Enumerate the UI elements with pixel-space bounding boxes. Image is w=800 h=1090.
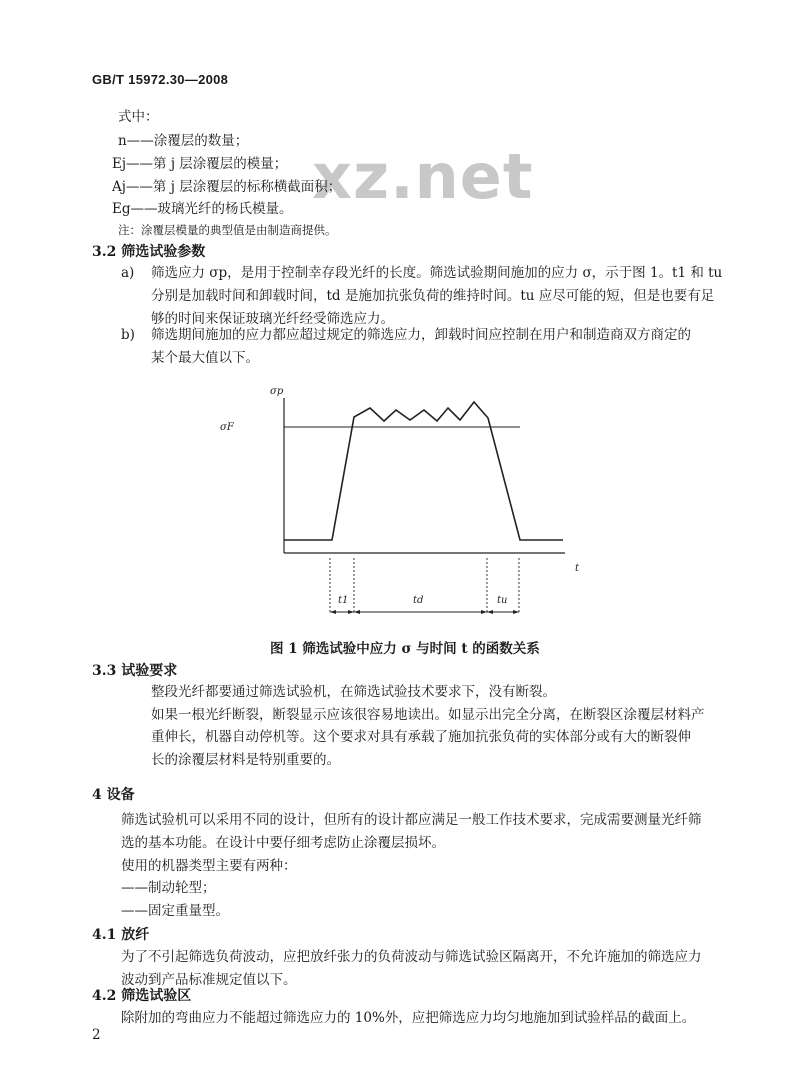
section-4-2-title: 4.2 筛选试验区 (92, 988, 192, 1004)
formula-note: 注：涂覆层模量的典型值是由制造商提供。 (118, 223, 337, 237)
y-axis-label: σp (270, 386, 284, 397)
x-axis-label: t (575, 563, 580, 574)
sec-4-2-line-1: 除附加的弯曲应力不能超过筛选应力的 10%外，应把筛选应力均匀地施加到试验样品的截面上。 (121, 1010, 696, 1026)
sigma-f-label: σF (220, 422, 234, 433)
sec-3-3-line-3: 重伸长，机器自动停机等。这个要求对具有承载了施加抗张负荷的实体部分或有大的断裂伸 (151, 729, 691, 745)
formula-item-n: n——涂覆层的数量； (118, 133, 249, 149)
t1-label: t1 (338, 595, 349, 606)
formula-item-eg: Eg——玻璃光纤的杨氏模量。 (112, 201, 293, 217)
sec-3-3-line-1: 整段光纤都要通过筛选试验机，在筛选试验技术要求下，没有断裂。 (151, 684, 556, 700)
item-b-line-1: 筛选期间施加的应力都应超过规定的筛选应力，卸载时间应控制在用户和制造商双方商定的 (151, 327, 691, 343)
arrow-5 (487, 610, 493, 614)
formula-item-ej: Ej——第 j 层涂覆层的模量； (112, 156, 288, 172)
section-3-3-title: 3.3 试验要求 (92, 663, 178, 679)
td-label: td (413, 595, 424, 606)
section-4-1-title: 4.1 放纤 (92, 927, 150, 943)
arrow-3 (354, 610, 360, 614)
sec-4-1-line-2: 波动到产品标准规定值以下。 (121, 972, 297, 988)
arrow-2 (348, 610, 354, 614)
sec-3-3-line-2: 如果一根光纤断裂，断裂显示应该很容易地读出。如显示出完全分离，在断裂区涂覆层材料产 (151, 707, 705, 723)
arrow-6 (513, 610, 519, 614)
section-4-title: 4 设备 (92, 787, 135, 803)
page-number: 2 (92, 1027, 101, 1043)
item-b-line-2: 某个最大值以下。 (151, 350, 259, 366)
formula-item-aj: Aj——第 j 层涂覆层的标称横截面积； (112, 179, 342, 195)
item-b-label: b) (121, 327, 135, 343)
watermark: xz.net (312, 140, 534, 213)
standard-code: GB/T 15972.30—2008 (92, 72, 229, 87)
tu-label: tu (497, 595, 508, 606)
sec-4-item-1: ——制动轮型； (121, 880, 216, 896)
formula-where-intro: 式中： (118, 109, 159, 125)
item-a-line-1: 筛选应力 σp，是用于控制幸存段光纤的长度。筛选试验期间施加的应力 σ，示于图 1。t1 和 tu (151, 265, 723, 281)
sec-4-line-3: 使用的机器类型主要有两种： (121, 858, 297, 874)
item-a-line-2: 分别是加载时间和卸载时间，td 是施加抗张负荷的维持时间。tu 应尽可能的短，但是也要有足 (151, 288, 715, 304)
section-3-2-title: 3.2 筛选试验参数 (92, 244, 206, 260)
arrow-1 (330, 610, 336, 614)
item-a-label: a) (121, 265, 135, 281)
sec-4-line-2: 选的基本功能。在设计中要仔细考虑防止涂覆层损坏。 (121, 835, 445, 851)
sec-3-3-line-4: 长的涂覆层材料是特别重要的。 (151, 752, 340, 768)
sec-4-1-line-1: 为了不引起筛选负荷波动，应把放纤张力的负荷波动与筛选试验区隔离开，不允许施加的筛选应力 (121, 949, 702, 965)
sec-4-line-1: 筛选试验机可以采用不同的设计，但所有的设计都应满足一般工作技术要求，完成需要测量光纤筛 (121, 812, 702, 828)
item-a-line-3: 够的时间来保证玻璃光纤经受筛选应力。 (151, 311, 394, 327)
arrow-4 (481, 610, 487, 614)
stress-curve (284, 402, 563, 540)
sec-4-item-2: ——固定重量型。 (121, 903, 229, 919)
figure-caption: 图 1 筛选试验中应力 σ 与时间 t 的函数关系 (270, 641, 540, 657)
